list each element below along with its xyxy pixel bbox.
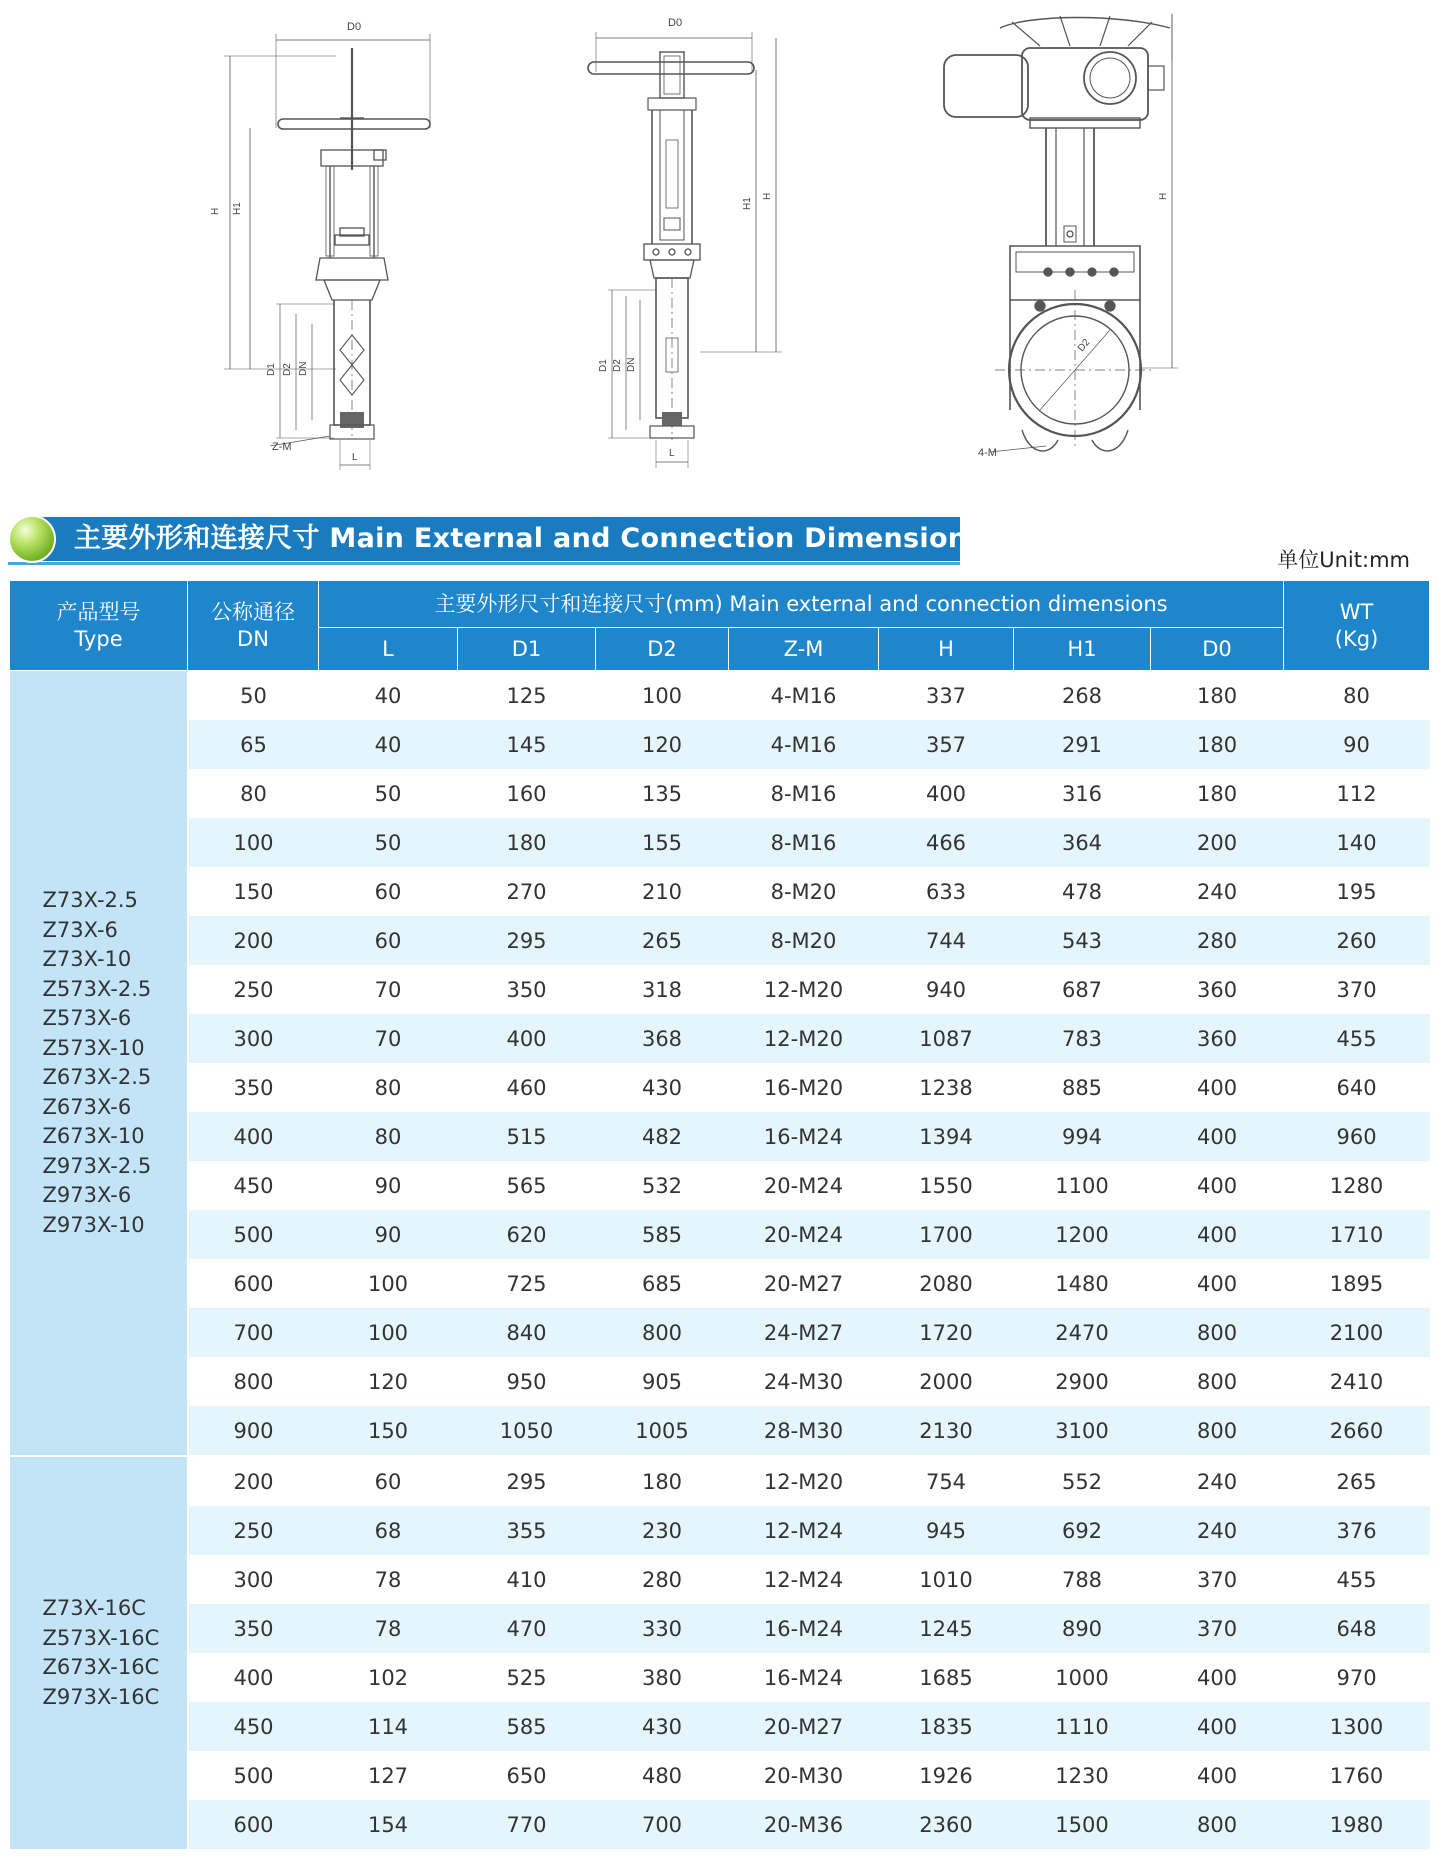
table-cell: 950 bbox=[458, 1357, 596, 1406]
table-cell: 200 bbox=[188, 916, 319, 965]
table-cell: 78 bbox=[319, 1604, 458, 1653]
table-cell: 68 bbox=[319, 1506, 458, 1555]
table-cell: 600 bbox=[188, 1259, 319, 1308]
table-cell: 280 bbox=[596, 1555, 729, 1604]
table-cell: 400 bbox=[1151, 1063, 1284, 1112]
table-row bbox=[10, 1506, 1430, 1555]
table-cell: 800 bbox=[1151, 1308, 1284, 1357]
table-cell: 1550 bbox=[879, 1161, 1014, 1210]
unit-label: 单位Unit:mm bbox=[1277, 548, 1410, 572]
table-cell: 400 bbox=[1151, 1112, 1284, 1161]
table-cell: 70 bbox=[319, 965, 458, 1014]
table-cell: 4-M16 bbox=[729, 720, 879, 769]
table-cell: 8-M16 bbox=[729, 818, 879, 867]
table-cell: 410 bbox=[458, 1555, 596, 1604]
table-cell: 360 bbox=[1151, 1014, 1284, 1063]
table-row bbox=[10, 1604, 1430, 1653]
drawing3-d2-label: D2 bbox=[1075, 337, 1093, 354]
table-cell: 28-M30 bbox=[729, 1406, 879, 1456]
table-cell: 12-M24 bbox=[729, 1555, 879, 1604]
drawing3-h-label: H bbox=[1158, 192, 1169, 200]
table-cell: 400 bbox=[188, 1112, 319, 1161]
table-cell: 1100 bbox=[1014, 1161, 1151, 1210]
type-name: Z973X-16C bbox=[42, 1684, 160, 1709]
table-cell: 500 bbox=[188, 1210, 319, 1259]
table-cell: 12-M20 bbox=[729, 1014, 879, 1063]
drawing2-d2-label: D2 bbox=[612, 359, 623, 372]
table-row bbox=[10, 720, 1430, 769]
table-cell: 890 bbox=[1014, 1604, 1151, 1653]
table-cell: 380 bbox=[596, 1653, 729, 1702]
table-cell: 1720 bbox=[879, 1308, 1014, 1357]
type-name: Z973X-10 bbox=[42, 1212, 145, 1237]
table-cell: 1087 bbox=[879, 1014, 1014, 1063]
table-cell: 350 bbox=[188, 1604, 319, 1653]
drawing2-d1-label: D1 bbox=[598, 359, 609, 372]
table-cell: 150 bbox=[319, 1406, 458, 1456]
table-cell: 112 bbox=[1284, 769, 1430, 818]
table-cell: 250 bbox=[188, 1506, 319, 1555]
type-name: Z73X-16C bbox=[42, 1596, 146, 1620]
header-h1: H1 bbox=[1014, 628, 1151, 671]
table-cell: 268 bbox=[1014, 671, 1151, 721]
type-name: Z573X-10 bbox=[42, 1035, 145, 1060]
table-cell: 800 bbox=[1151, 1357, 1284, 1406]
table-row bbox=[10, 1259, 1430, 1308]
table-cell: 885 bbox=[1014, 1063, 1151, 1112]
header-group: 主要外形尺寸和连接尺寸(mm) Main external and connection dimensions bbox=[319, 581, 1284, 628]
table-cell: 50 bbox=[319, 818, 458, 867]
table-cell: 90 bbox=[319, 1161, 458, 1210]
table-cell: 120 bbox=[596, 720, 729, 769]
table-cell: 80 bbox=[319, 1112, 458, 1161]
table-cell: 905 bbox=[596, 1357, 729, 1406]
table-cell: 725 bbox=[458, 1259, 596, 1308]
table-cell: 600 bbox=[188, 1800, 319, 1849]
table-cell: 900 bbox=[188, 1406, 319, 1456]
table-cell: 543 bbox=[1014, 916, 1151, 965]
table-cell: 357 bbox=[879, 720, 1014, 769]
header-d0: D0 bbox=[1151, 628, 1284, 671]
table-cell: 364 bbox=[1014, 818, 1151, 867]
drawing-handle-valve bbox=[588, 17, 782, 468]
table-row bbox=[10, 1653, 1430, 1702]
table-cell: 350 bbox=[458, 965, 596, 1014]
table-cell: 12-M24 bbox=[729, 1506, 879, 1555]
header-d1: D1 bbox=[458, 628, 596, 671]
table-cell: 500 bbox=[188, 1751, 319, 1800]
table-cell: 295 bbox=[458, 1456, 596, 1506]
table-row bbox=[10, 818, 1430, 867]
table-row bbox=[10, 1063, 1430, 1112]
dimension-table bbox=[9, 580, 1430, 1849]
table-cell: 295 bbox=[458, 916, 596, 965]
table-cell: 20-M24 bbox=[729, 1161, 879, 1210]
table-cell: 316 bbox=[1014, 769, 1151, 818]
table-cell: 24-M30 bbox=[729, 1357, 879, 1406]
table-cell: 1760 bbox=[1284, 1751, 1430, 1800]
table-cell: 355 bbox=[458, 1506, 596, 1555]
table-cell: 3100 bbox=[1014, 1406, 1151, 1456]
table-cell: 376 bbox=[1284, 1506, 1430, 1555]
table-cell: 20-M27 bbox=[729, 1259, 879, 1308]
table-row bbox=[10, 1555, 1430, 1604]
table-cell: 60 bbox=[319, 916, 458, 965]
table-cell: 180 bbox=[1151, 720, 1284, 769]
table-cell: 180 bbox=[1151, 671, 1284, 721]
table-cell: 585 bbox=[596, 1210, 729, 1259]
table-cell: 140 bbox=[1284, 818, 1430, 867]
table-cell: 1050 bbox=[458, 1406, 596, 1456]
table-cell: 400 bbox=[458, 1014, 596, 1063]
table-cell: 195 bbox=[1284, 867, 1430, 916]
table-cell: 783 bbox=[1014, 1014, 1151, 1063]
table-cell: 770 bbox=[458, 1800, 596, 1849]
table-cell: 24-M27 bbox=[729, 1308, 879, 1357]
table-cell: 1394 bbox=[879, 1112, 1014, 1161]
type-name: Z673X-6 bbox=[42, 1094, 132, 1119]
table-row bbox=[10, 1161, 1430, 1210]
table-cell: 291 bbox=[1014, 720, 1151, 769]
table-cell: 12-M20 bbox=[729, 1456, 879, 1506]
table-row bbox=[10, 1702, 1430, 1751]
table-cell: 744 bbox=[879, 916, 1014, 965]
table-cell: 450 bbox=[188, 1702, 319, 1751]
table-row bbox=[10, 916, 1430, 965]
table-cell: 260 bbox=[1284, 916, 1430, 965]
table-cell: 1895 bbox=[1284, 1259, 1430, 1308]
table-cell: 460 bbox=[458, 1063, 596, 1112]
table-cell: 400 bbox=[879, 769, 1014, 818]
table-row bbox=[10, 1112, 1430, 1161]
table-cell: 685 bbox=[596, 1259, 729, 1308]
table-cell: 692 bbox=[1014, 1506, 1151, 1555]
table-row bbox=[10, 965, 1430, 1014]
table-cell: 1480 bbox=[1014, 1259, 1151, 1308]
table-cell: 482 bbox=[596, 1112, 729, 1161]
table-row bbox=[10, 867, 1430, 916]
table-cell: 400 bbox=[1151, 1210, 1284, 1259]
table-cell: 300 bbox=[188, 1014, 319, 1063]
table-cell: 240 bbox=[1151, 1456, 1284, 1506]
table-cell: 300 bbox=[188, 1555, 319, 1604]
table-cell: 455 bbox=[1284, 1014, 1430, 1063]
table-cell: 180 bbox=[1151, 769, 1284, 818]
header-d2: D2 bbox=[596, 628, 729, 671]
header-dn: 公称通径 DN bbox=[188, 581, 319, 671]
table-cell: 20-M24 bbox=[729, 1210, 879, 1259]
table-cell: 70 bbox=[319, 1014, 458, 1063]
table-cell: 800 bbox=[596, 1308, 729, 1357]
table-cell: 2410 bbox=[1284, 1357, 1430, 1406]
type-name: Z573X-2.5 bbox=[42, 976, 152, 1001]
drawing2-h1-label: H1 bbox=[742, 197, 753, 210]
table-cell: 160 bbox=[458, 769, 596, 818]
drawing-handwheel-valve bbox=[210, 21, 430, 470]
table-cell: 65 bbox=[188, 720, 319, 769]
table-cell: 8-M20 bbox=[729, 916, 879, 965]
table-cell: 565 bbox=[458, 1161, 596, 1210]
table-cell: 400 bbox=[1151, 1259, 1284, 1308]
table-body bbox=[10, 671, 1430, 1850]
type-name: Z73X-10 bbox=[42, 947, 132, 971]
table-cell: 280 bbox=[1151, 916, 1284, 965]
table-row bbox=[10, 1308, 1430, 1357]
table-cell: 1710 bbox=[1284, 1210, 1430, 1259]
table-cell: 552 bbox=[1014, 1456, 1151, 1506]
type-name: Z673X-10 bbox=[42, 1124, 145, 1148]
table-cell: 40 bbox=[319, 671, 458, 721]
type-name: Z73X-2.5 bbox=[42, 888, 138, 912]
table-cell: 466 bbox=[879, 818, 1014, 867]
table-cell: 100 bbox=[188, 818, 319, 867]
table-cell: 60 bbox=[319, 1456, 458, 1506]
table-cell: 370 bbox=[1151, 1604, 1284, 1653]
table-cell: 2900 bbox=[1014, 1357, 1151, 1406]
table-cell: 1835 bbox=[879, 1702, 1014, 1751]
table-cell: 1000 bbox=[1014, 1653, 1151, 1702]
table-cell: 2000 bbox=[879, 1357, 1014, 1406]
type-name: Z673X-16C bbox=[42, 1655, 160, 1679]
table-cell: 430 bbox=[596, 1063, 729, 1112]
table-cell: 970 bbox=[1284, 1653, 1430, 1702]
table-cell: 102 bbox=[319, 1653, 458, 1702]
table-cell: 230 bbox=[596, 1506, 729, 1555]
table-cell: 994 bbox=[1014, 1112, 1151, 1161]
table-cell: 1926 bbox=[879, 1751, 1014, 1800]
table-cell: 700 bbox=[188, 1308, 319, 1357]
table-cell: 16-M24 bbox=[729, 1604, 879, 1653]
table-cell: 145 bbox=[458, 720, 596, 769]
table-cell: 16-M24 bbox=[729, 1112, 879, 1161]
drawing2-d0-label: D0 bbox=[668, 17, 683, 29]
type-cell bbox=[10, 1456, 188, 1849]
table-row bbox=[10, 1456, 1430, 1506]
drawing2-h-label: H bbox=[762, 192, 773, 200]
table-cell: 1200 bbox=[1014, 1210, 1151, 1259]
drawing2-dn-label: DN bbox=[626, 357, 637, 372]
table-cell: 633 bbox=[879, 867, 1014, 916]
drawing2-l-label: L bbox=[669, 448, 675, 459]
table-cell: 648 bbox=[1284, 1604, 1430, 1653]
green-ball-icon bbox=[8, 515, 56, 563]
header-l: L bbox=[319, 628, 458, 671]
table-cell: 90 bbox=[1284, 720, 1430, 769]
table-cell: 80 bbox=[188, 769, 319, 818]
table-cell: 240 bbox=[1151, 867, 1284, 916]
drawing-electric-valve bbox=[944, 14, 1178, 459]
table-cell: 154 bbox=[319, 1800, 458, 1849]
table-cell: 470 bbox=[458, 1604, 596, 1653]
table-cell: 400 bbox=[1151, 1653, 1284, 1702]
type-name: Z973X-6 bbox=[42, 1183, 132, 1207]
table-cell: 430 bbox=[596, 1702, 729, 1751]
table-row bbox=[10, 769, 1430, 818]
table-cell: 50 bbox=[188, 671, 319, 721]
table-cell: 330 bbox=[596, 1604, 729, 1653]
table-cell: 370 bbox=[1284, 965, 1430, 1014]
table-cell: 960 bbox=[1284, 1112, 1430, 1161]
table-cell: 16-M24 bbox=[729, 1653, 879, 1702]
table-cell: 120 bbox=[319, 1357, 458, 1406]
table-cell: 532 bbox=[596, 1161, 729, 1210]
table-cell: 60 bbox=[319, 867, 458, 916]
table-cell: 687 bbox=[1014, 965, 1151, 1014]
drawing1-h-label: H bbox=[210, 207, 221, 215]
table-row bbox=[10, 1751, 1430, 1800]
table-cell: 265 bbox=[1284, 1456, 1430, 1506]
table-cell: 180 bbox=[458, 818, 596, 867]
table-row bbox=[10, 1014, 1430, 1063]
header-zm: Z-M bbox=[729, 628, 879, 671]
table-cell: 1010 bbox=[879, 1555, 1014, 1604]
drawing1-d0-label: D0 bbox=[347, 21, 362, 33]
table-cell: 945 bbox=[879, 1506, 1014, 1555]
table-row bbox=[10, 1357, 1430, 1406]
table-cell: 1980 bbox=[1284, 1800, 1430, 1849]
table-cell: 700 bbox=[596, 1800, 729, 1849]
table-cell: 940 bbox=[879, 965, 1014, 1014]
drawing1-d2-label: D2 bbox=[282, 363, 293, 376]
table-cell: 20-M27 bbox=[729, 1702, 879, 1751]
type-cell bbox=[10, 671, 188, 1457]
table-cell: 788 bbox=[1014, 1555, 1151, 1604]
table-cell: 1685 bbox=[879, 1653, 1014, 1702]
table-cell: 1238 bbox=[879, 1063, 1014, 1112]
table-cell: 640 bbox=[1284, 1063, 1430, 1112]
table-cell: 8-M20 bbox=[729, 867, 879, 916]
type-name: Z573X-16C bbox=[42, 1625, 160, 1650]
table-cell: 12-M20 bbox=[729, 965, 879, 1014]
table-cell: 800 bbox=[1151, 1406, 1284, 1456]
table-cell: 20-M36 bbox=[729, 1800, 879, 1849]
type-name: Z73X-6 bbox=[42, 917, 118, 942]
table-cell: 1700 bbox=[879, 1210, 1014, 1259]
table-cell: 800 bbox=[188, 1357, 319, 1406]
table-cell: 480 bbox=[596, 1751, 729, 1800]
table-cell: 200 bbox=[188, 1456, 319, 1506]
table-cell: 1230 bbox=[1014, 1751, 1151, 1800]
table-cell: 127 bbox=[319, 1751, 458, 1800]
table-cell: 318 bbox=[596, 965, 729, 1014]
table-cell: 150 bbox=[188, 867, 319, 916]
table-cell: 2360 bbox=[879, 1800, 1014, 1849]
table-cell: 1005 bbox=[596, 1406, 729, 1456]
header-type: 产品型号 Type bbox=[10, 581, 188, 671]
type-name: Z673X-2.5 bbox=[42, 1065, 152, 1089]
drawing3-4m-label: 4-M bbox=[978, 447, 997, 459]
table-cell: 155 bbox=[596, 818, 729, 867]
table-cell: 4-M16 bbox=[729, 671, 879, 721]
table-cell: 515 bbox=[458, 1112, 596, 1161]
table-cell: 100 bbox=[596, 671, 729, 721]
table-cell: 265 bbox=[596, 916, 729, 965]
table-cell: 2080 bbox=[879, 1259, 1014, 1308]
table-cell: 800 bbox=[1151, 1800, 1284, 1849]
table-cell: 210 bbox=[596, 867, 729, 916]
table-cell: 400 bbox=[1151, 1161, 1284, 1210]
table-cell: 2660 bbox=[1284, 1406, 1430, 1456]
table-cell: 585 bbox=[458, 1702, 596, 1751]
table-cell: 450 bbox=[188, 1161, 319, 1210]
type-name: Z973X-2.5 bbox=[42, 1153, 152, 1178]
table-cell: 337 bbox=[879, 671, 1014, 721]
table-cell: 840 bbox=[458, 1308, 596, 1357]
section-header bbox=[8, 515, 968, 563]
type-name: Z573X-6 bbox=[42, 1006, 132, 1030]
table-cell: 40 bbox=[319, 720, 458, 769]
table-cell: 370 bbox=[1151, 1555, 1284, 1604]
table-cell: 368 bbox=[596, 1014, 729, 1063]
table-cell: 400 bbox=[1151, 1751, 1284, 1800]
table-cell: 180 bbox=[596, 1456, 729, 1506]
table-cell: 400 bbox=[188, 1653, 319, 1702]
table-cell: 1500 bbox=[1014, 1800, 1151, 1849]
table-cell: 2470 bbox=[1014, 1308, 1151, 1357]
table-cell: 1245 bbox=[879, 1604, 1014, 1653]
table-row bbox=[10, 1210, 1430, 1259]
section-title: 主要外形和连接尺寸 Main External and Connection Dimension bbox=[74, 523, 968, 554]
table-cell: 80 bbox=[319, 1063, 458, 1112]
table-cell: 478 bbox=[1014, 867, 1151, 916]
table-cell: 114 bbox=[319, 1702, 458, 1751]
table-cell: 2130 bbox=[879, 1406, 1014, 1456]
table-row bbox=[10, 1406, 1430, 1456]
table-cell: 360 bbox=[1151, 965, 1284, 1014]
table-cell: 200 bbox=[1151, 818, 1284, 867]
table-cell: 270 bbox=[458, 867, 596, 916]
table-cell: 100 bbox=[319, 1259, 458, 1308]
table-cell: 525 bbox=[458, 1653, 596, 1702]
table-cell: 1300 bbox=[1284, 1702, 1430, 1751]
table-cell: 80 bbox=[1284, 671, 1430, 721]
table-cell: 400 bbox=[1151, 1702, 1284, 1751]
table-cell: 1280 bbox=[1284, 1161, 1430, 1210]
table-cell: 20-M30 bbox=[729, 1751, 879, 1800]
header-h: H bbox=[879, 628, 1014, 671]
table-cell: 250 bbox=[188, 965, 319, 1014]
table-cell: 350 bbox=[188, 1063, 319, 1112]
table-cell: 240 bbox=[1151, 1506, 1284, 1555]
drawing1-h1-label: H1 bbox=[232, 202, 243, 215]
table-cell: 2100 bbox=[1284, 1308, 1430, 1357]
table-cell: 78 bbox=[319, 1555, 458, 1604]
header-wt: WT (Kg) bbox=[1284, 581, 1430, 671]
table-cell: 650 bbox=[458, 1751, 596, 1800]
table-cell: 50 bbox=[319, 769, 458, 818]
table-row bbox=[10, 1800, 1430, 1849]
drawing1-l-label: L bbox=[352, 452, 358, 463]
valve-drawings bbox=[0, 0, 1438, 480]
table-cell: 455 bbox=[1284, 1555, 1430, 1604]
table-cell: 620 bbox=[458, 1210, 596, 1259]
table-cell: 100 bbox=[319, 1308, 458, 1357]
table-cell: 125 bbox=[458, 671, 596, 721]
table-cell: 8-M16 bbox=[729, 769, 879, 818]
table-row bbox=[10, 671, 1430, 721]
table-cell: 16-M20 bbox=[729, 1063, 879, 1112]
drawing1-dn-label: DN bbox=[298, 361, 309, 376]
table-cell: 90 bbox=[319, 1210, 458, 1259]
drawing1-d1-label: D1 bbox=[266, 363, 277, 376]
table-cell: 754 bbox=[879, 1456, 1014, 1506]
table-cell: 135 bbox=[596, 769, 729, 818]
table-cell: 1110 bbox=[1014, 1702, 1151, 1751]
drawing1-zm-label: Z-M bbox=[272, 441, 292, 453]
